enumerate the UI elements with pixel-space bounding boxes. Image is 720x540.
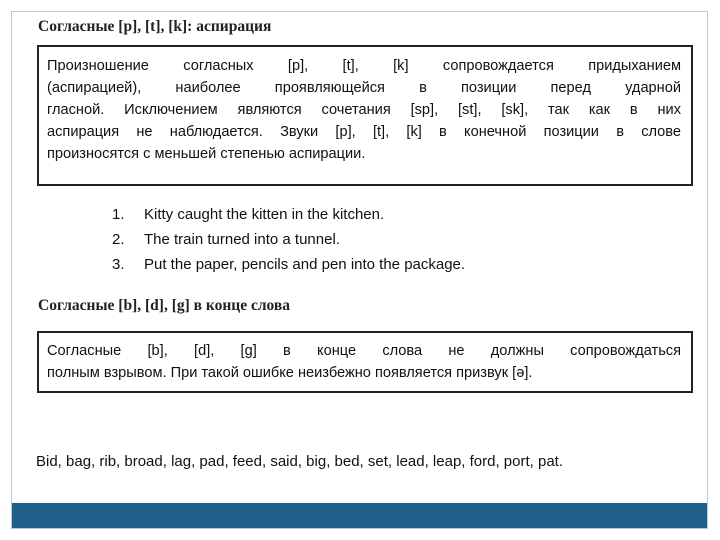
rule-line: Произношение согласных [p], [t], [k] сопровождается придыханием [47, 58, 681, 74]
example-text: Kitty caught the kitten in the kitchen. [144, 206, 385, 223]
rule-box-final-consonants [37, 331, 693, 393]
section-title-aspiration: Согласные [p], [t], [k]: аспирация [38, 18, 272, 35]
example-text: The train turned into a tunnel. [144, 231, 340, 248]
example-sentence [112, 252, 465, 277]
example-sentence [112, 202, 465, 227]
rule-line: полным взрывом. При такой ошибке неизбежно появляется призвук [ə]. [47, 365, 533, 381]
example-number: 3. [112, 256, 125, 273]
footer-bar [12, 503, 707, 528]
example-text: Put the paper, pencils and pen into the package. [144, 256, 466, 273]
example-sentences-list [112, 202, 465, 277]
rule-line: гласной. Исключением являются сочетания [sp], [st], [sk], так как в них [47, 102, 681, 118]
example-number: 2. [112, 231, 125, 248]
rule-box-aspiration [37, 45, 693, 186]
rule-line: произносятся с меньшей степенью аспирации. [47, 146, 366, 162]
example-sentence [112, 227, 465, 252]
rule-line: Согласные [b], [d], [g] в конце слова не должны сопровождаться [47, 343, 681, 359]
section-title-final-consonants: Согласные [b], [d], [g] в конце слова [38, 297, 291, 314]
practice-words: Bid, bag, rib, broad, lag, pad, feed, said, big, bed, set, lead, leap, ford, port, pat. [36, 453, 564, 470]
example-number: 1. [112, 206, 125, 223]
rule-line: (аспирацией), наиболее проявляющейся в позиции перед ударной [47, 80, 681, 96]
rule-line: аспирация не наблюдается. Звуки [p], [t], [k] в конечной позиции в слове [47, 124, 681, 140]
